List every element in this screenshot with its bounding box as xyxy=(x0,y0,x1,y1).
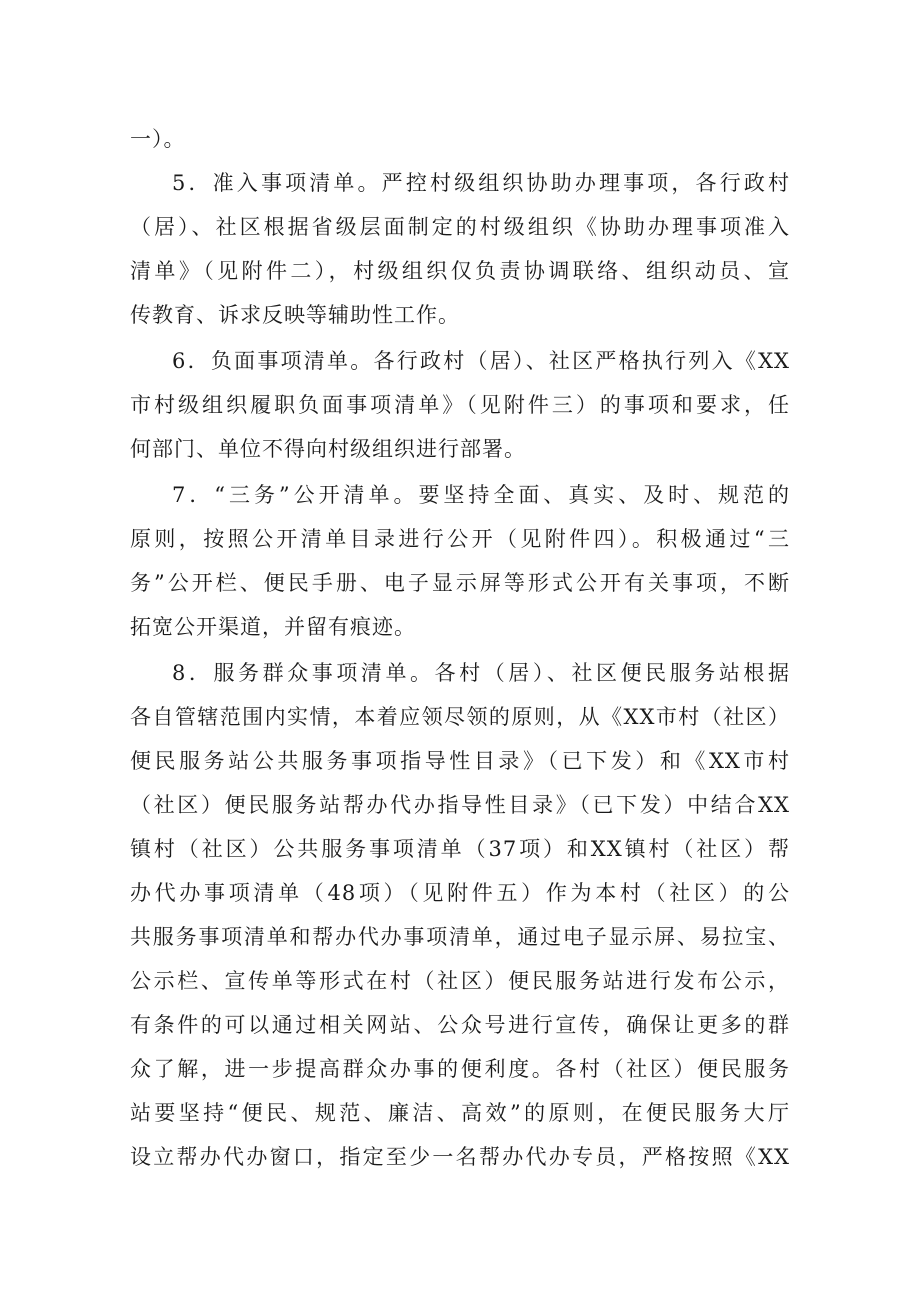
text-line: 镇村（社区）公共服务事项清单（37项）和XX镇村（社区）帮 xyxy=(130,837,790,861)
text-line: 公示栏、宣传单等形式在村（社区）便民服务站进行发布公示， xyxy=(130,969,790,993)
text-line: 设立帮办代办窗口，指定至少一名帮办代办专员，严格按照《XX xyxy=(130,1145,790,1169)
text-line: 共服务事项清单和帮办代办事项清单，通过电子显示屏、易拉宝、 xyxy=(130,925,790,949)
text-line: （社区）便民服务站帮办代办指导性目录》（已下发）中结合XX xyxy=(130,793,790,817)
paragraph-5-line: 5．准入事项清单。严控村级组织协助办理事项，各行政村 xyxy=(172,171,790,195)
paragraph-8-line: 8．服务群众事项清单。各村（居）、社区便民服务站根据 xyxy=(172,661,790,685)
paragraph-7-line: 7．“三务”公开清单。要坚持全面、真实、及时、规范的 xyxy=(172,483,790,507)
text-line: 务”公开栏、便民手册、电子显示屏等形式公开有关事项，不断 xyxy=(130,571,790,595)
text-line: 一）。 xyxy=(130,127,186,151)
text-line: 有条件的可以通过相关网站、公众号进行宣传，确保让更多的群 xyxy=(130,1013,790,1037)
text-line: 众了解，进一步提高群众办事的便利度。各村（社区）便民服务 xyxy=(130,1057,790,1081)
text-line: 办代办事项清单（48项）（见附件五）作为本村（社区）的公 xyxy=(130,881,790,905)
text-line: 市村级组织履职负面事项清单》（见附件三）的事项和要求，任 xyxy=(130,393,790,417)
text-line: 何部门、单位不得向村级组织进行部署。 xyxy=(130,437,526,461)
text-line: 传教育、诉求反映等辅助性工作。 xyxy=(130,303,460,327)
paragraph-6-line: 6．负面事项清单。各行政村（居）、社区严格执行列入《XX xyxy=(172,349,790,373)
text-line: 拓宽公开渠道，并留有痕迹。 xyxy=(130,615,416,639)
text-line: 站要坚持“便民、规范、廉洁、高效”的原则，在便民服务大厅 xyxy=(130,1101,790,1125)
text-line: 便民服务站公共服务事项指导性目录》（已下发）和《XX市村 xyxy=(130,749,790,773)
text-line: 清单》（见附件二），村级组织仅负责协调联络、组织动员、宣 xyxy=(130,259,790,283)
text-line: （居）、社区根据省级层面制定的村级组织《协助办理事项准入 xyxy=(130,215,790,239)
text-line: 原则，按照公开清单目录进行公开（见附件四）。积极通过“三 xyxy=(130,527,790,551)
text-line: 各自管辖范围内实情，本着应领尽领的原则，从《XX市村（社区） xyxy=(130,705,790,729)
